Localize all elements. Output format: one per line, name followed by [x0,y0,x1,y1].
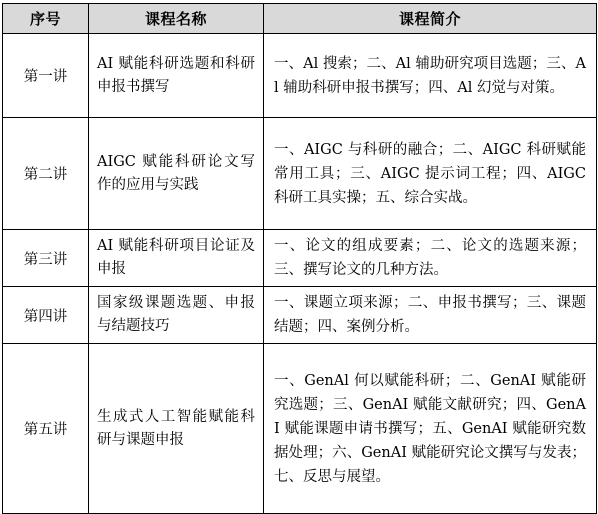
course-name: AI 赋能科研选题和科研申报书撰写 [89,34,264,118]
course-description: 一、Al 搜索；二、Al 辅助研究项目选题；三、Al 辅助科研申报书撰写；四、Al 幻觉与对策。 [264,34,597,118]
lecture-number: 第二讲 [3,118,89,230]
table-header-row [3,4,597,34]
course-name: AI 赋能科研项目论证及申报 [89,230,264,287]
table-row [3,230,597,287]
header-course-name: 课程名称 [89,4,264,34]
lecture-number: 第五讲 [3,344,89,514]
course-description: 一、论文的组成要素；二、论文的选题来源；三、撰写论文的几种方法。 [264,230,597,287]
table-row [3,344,597,514]
course-name: 生成式人工智能赋能科研与课题申报 [89,344,264,514]
lecture-number: 第一讲 [3,34,89,118]
header-serial-number: 序号 [3,4,89,34]
table-row [3,287,597,344]
course-description: 一、GenAl 何以赋能科研；二、GenAI 赋能研究选题；三、GenAI 赋能文献研究；四、GenAI 赋能课题申请书撰写；五、GenAI 赋能研究数据处理；六、GenAI 赋能研究论文撰写与发表；七、反思与展望。 [264,344,597,514]
lecture-number: 第四讲 [3,287,89,344]
table-row [3,34,597,118]
course-name: 国家级课题选题、申报与结题技巧 [89,287,264,344]
course-table [2,3,597,514]
lecture-number: 第三讲 [3,230,89,287]
table-row [3,118,597,230]
header-course-description: 课程简介 [264,4,597,34]
course-description: 一、AIGC 与科研的融合；二、AIGC 科研赋能常用工具；三、AIGC 提示词工程；四、AIGC 科研工具实操；五、综合实战。 [264,118,597,230]
course-description: 一、课题立项来源；二、申报书撰写；三、课题结题；四、案例分析。 [264,287,597,344]
course-name: AIGC 赋能科研论文写作的应用与实践 [89,118,264,230]
